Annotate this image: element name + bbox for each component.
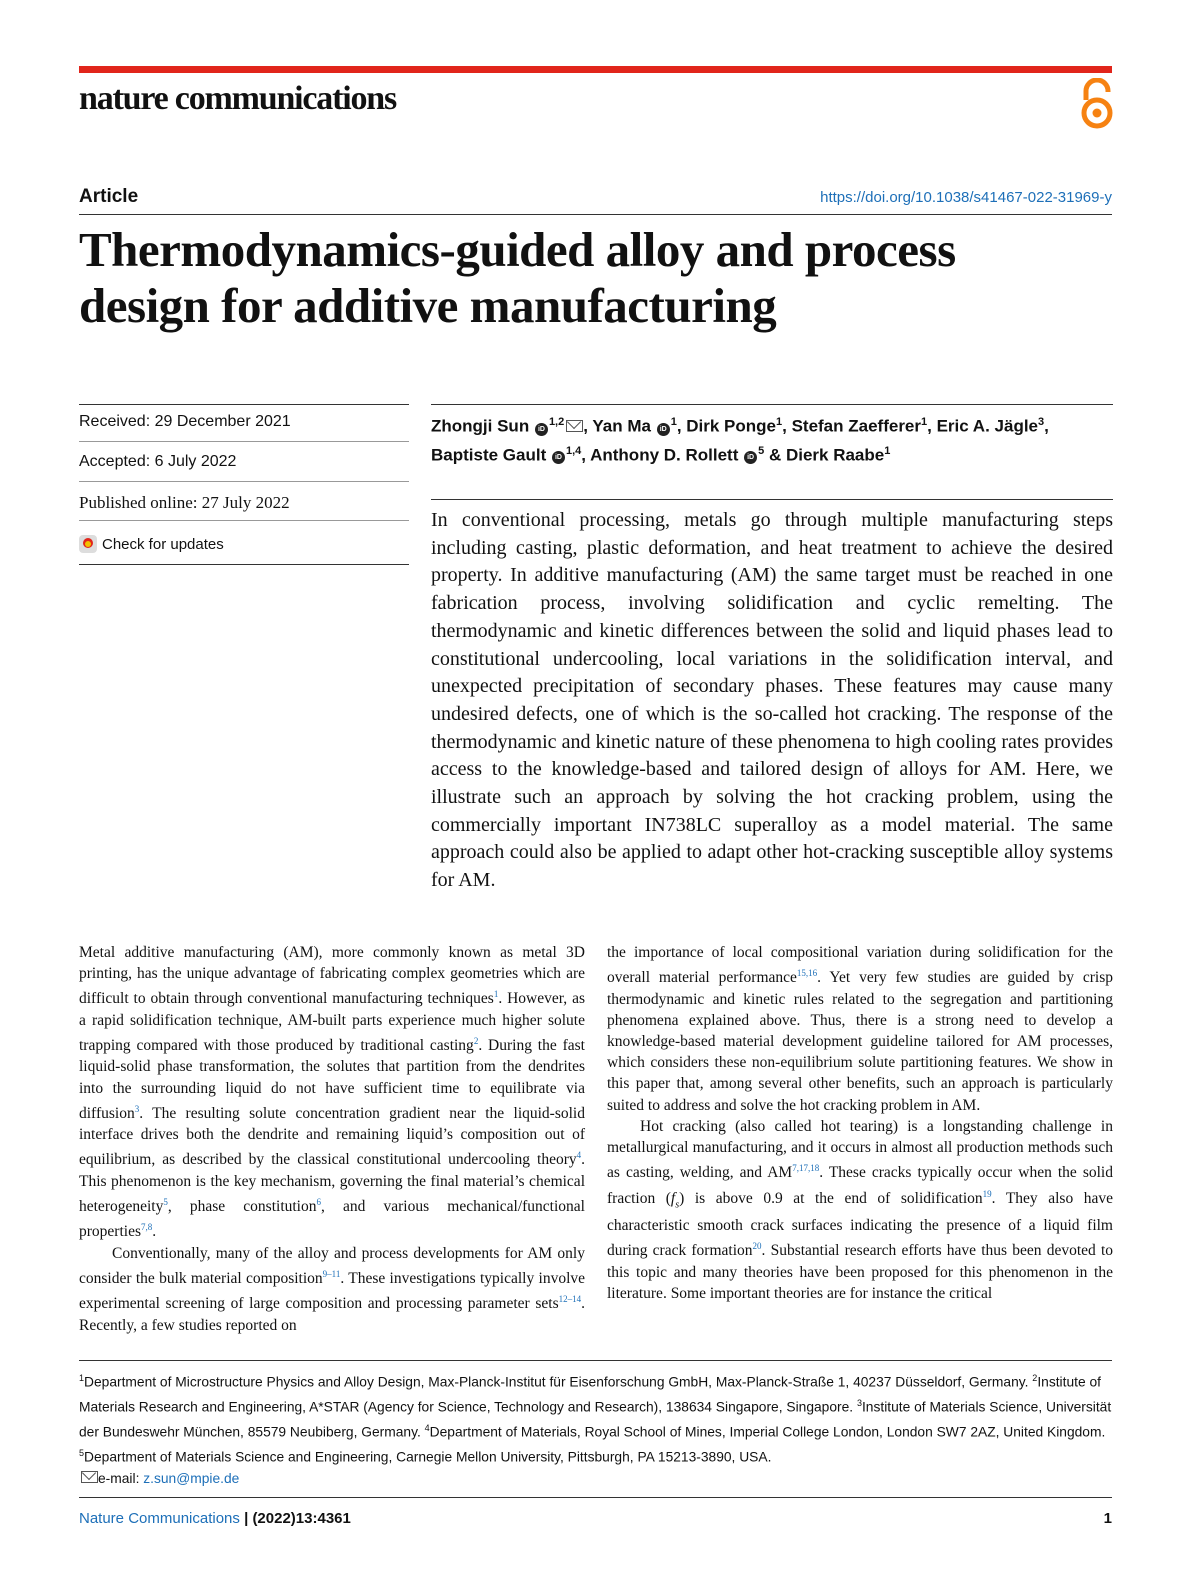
reference-link[interactable]: 4 [576, 1150, 582, 1161]
affiliation-sup: 1 [670, 416, 677, 428]
email-link[interactable]: z.sun@mpie.de [143, 1471, 240, 1486]
accepted-date: Accepted: 6 July 2022 [79, 453, 237, 470]
orcid-icon[interactable]: iD [552, 451, 565, 464]
email-label: e-mail: [98, 1471, 144, 1486]
dates-rule-1 [79, 441, 409, 442]
reference-link[interactable]: 20 [752, 1241, 762, 1252]
body-text: , and various mechanical/functional properties [79, 1198, 585, 1241]
body-text: , phase constitution [167, 1198, 317, 1216]
page-number: 1 [1103, 1510, 1112, 1527]
reference-link[interactable]: 2 [473, 1035, 479, 1046]
affiliation-number: 5 [79, 1448, 85, 1458]
footer-citation [79, 1510, 351, 1527]
reference-link[interactable]: 15,16 [796, 968, 818, 979]
author-name[interactable]: , Yan Ma [583, 416, 651, 436]
body-text: Hot cracking (also called hot tearing) is a longstanding challenge in metallurgical manufacturing, and it occurs in almost all production methods such as casting, welding, and AM [607, 1117, 1113, 1182]
orcid-icon[interactable]: iD [744, 451, 757, 464]
affiliation-sup: 1 [884, 444, 891, 457]
author-name[interactable]: , Eric A. Jägle [927, 416, 1039, 436]
affiliation-sup: 1,4 [565, 444, 582, 457]
footer-volume: | (2022)13:4361 [239, 1510, 351, 1527]
math-subscript: s [675, 1198, 680, 1210]
body-text: . These cracks typically occur when the solid fraction ( [607, 1164, 1113, 1207]
affiliation-number: 4 [424, 1423, 430, 1433]
reference-link[interactable]: 9–11 [322, 1268, 341, 1279]
affiliation-text: Institute of Materials Science, Universität der Bundeswehr München, 85579 Neubiberg, Germany. [79, 1399, 1112, 1440]
affiliation-text: Institute of Materials Research and Engineering, A*STAR (Agency for Science, Technology and Research), 138634 Singapore, Singapore. [79, 1374, 1101, 1415]
doi-link[interactable]: https://doi.org/10.1038/s41467-022-31969-y [820, 189, 1112, 206]
body-text: . This phenomenon is the key mechanism, governing the final material’s chemical heterogeneity [79, 1151, 585, 1216]
affiliation-sup: 1 [776, 416, 783, 428]
received-date: Received: 29 December 2021 [79, 413, 291, 430]
reference-link[interactable]: 12–14 [558, 1294, 582, 1305]
affiliation-text: Department of Materials Science and Engineering, Carnegie Mellon University, Pittsburgh, PA 15213-3890, USA. [84, 1449, 772, 1465]
body-column-right [607, 942, 1113, 1304]
footnote-rule [79, 1360, 1112, 1361]
footer-rule [79, 1497, 1112, 1498]
affiliations [79, 1368, 1119, 1489]
math-symbol: f [670, 1189, 676, 1207]
author-list [431, 410, 1121, 467]
body-paragraph [607, 1116, 1113, 1304]
email-icon [81, 1471, 98, 1483]
author-separator: , [1044, 416, 1049, 436]
footer-journal-link[interactable]: Nature Communications [79, 1510, 240, 1527]
body-text: Metal additive manufacturing (AM), more commonly known as metal 3D printing, has the unique advantage of fabricating complex geometries which are difficult to obtain through conventional manufacturing techniques [79, 944, 585, 1008]
reference-link[interactable]: 1 [493, 989, 499, 1000]
affiliation-number: 2 [1032, 1373, 1038, 1383]
dates-rule-2 [79, 481, 409, 482]
title-line-2: design for additive manufacturing [79, 278, 777, 333]
check-updates-label: Check for updates [102, 536, 224, 553]
body-text: . These investigations typically involve experimental screening of large composition and processing parameter sets [79, 1269, 585, 1313]
body-text: . They also have characteristic smooth crack surfaces indicating the presence of a liquid film during crack formation [607, 1189, 1114, 1260]
author-name[interactable]: , Stefan Zaefferer [782, 416, 922, 436]
dates-rule-top [79, 404, 409, 405]
affiliation-sup: 1 [921, 416, 928, 428]
affiliation-sup: 5 [758, 444, 765, 457]
body-text: . [152, 1223, 157, 1241]
body-text: . Yet very few studies are guided by crisp thermodynamic and kinetic rules related to the segregation and partitioning phenomena explained above. Thus, there is a strong need to develop a knowledge-based material development guideline tailored for AM processes, which considers these non-equilibrium solute partitioning features. We show in this paper that, among several other benefits, such an approach is particularly suited to address and solve the hot cracking problem in AM. [607, 969, 1113, 1114]
article-type: Article [79, 186, 139, 207]
body-text: . However, as a rapid solidification technique, AM-built parts experience much higher solute trapping compared with those produced by traditional casting [79, 990, 585, 1055]
check-updates-button[interactable] [79, 535, 224, 553]
body-paragraph [607, 942, 1113, 1116]
crossmark-icon [79, 535, 97, 553]
reference-link[interactable]: 5 [163, 1196, 168, 1207]
affiliation-sup: 3 [1038, 416, 1045, 428]
body-text: . The resulting solute concentration gradient near the liquid-solid interface drives both the dendrite and remaining liquid’s composition out of equilibrium, as described by the classical constitutional undercooling theory [79, 1104, 585, 1169]
author-name[interactable]: Baptiste Gault [431, 445, 547, 465]
affiliation-text: Department of Materials, Royal School of Mines, Imperial College London, London SW7 2AZ, United Kingdom. [429, 1424, 1106, 1440]
accent-bar [79, 66, 1112, 73]
orcid-icon[interactable]: iD [657, 423, 670, 436]
affiliation-number: 1 [79, 1373, 85, 1383]
body-text: . Substantial research efforts have thus been devoted to this topic and many theories have been proposed for this phenomenon in the literature. Some important theories are for instance the critical [607, 1242, 1114, 1302]
published-date: Published online: 27 July 2022 [79, 493, 290, 512]
dates-rule-3 [79, 520, 409, 521]
header-rule [79, 214, 1112, 215]
author-name[interactable]: , Anthony D. Rollett [581, 445, 739, 465]
affiliation-sup: 1,2 [548, 416, 565, 428]
body-text: . During the fast liquid-solid phase transformation, the solutes that partition from the dendrites into the surrounding liquid do not have sufficient time to equilibrate via diffusion [79, 1037, 585, 1122]
reference-link[interactable]: 6 [316, 1196, 321, 1207]
dates-rule-bottom [79, 564, 409, 565]
article-title [79, 222, 1119, 334]
author-name[interactable]: Zhongji Sun [431, 416, 530, 436]
body-paragraph [79, 1243, 585, 1336]
body-text: ) is above 0.9 at the end of solidification [679, 1189, 983, 1207]
journal-name: nature communications [79, 80, 397, 117]
email-icon[interactable] [566, 420, 583, 432]
body-paragraph [79, 942, 585, 1243]
affiliation-text: Department of Microstructure Physics and Alloy Design, Max-Planck-Institut für Eisenforschung GmbH, Max-Planck-Straße 1, 40237 Düsseldorf, Germany. [84, 1374, 1029, 1390]
reference-link[interactable]: 7,17,18 [792, 1163, 820, 1174]
authors-rule-top [431, 404, 1113, 405]
body-text: . Recently, a few studies reported on [79, 1295, 585, 1334]
title-line-1: Thermodynamics-guided alloy and process [79, 222, 956, 277]
author-name[interactable]: , Dirk Ponge [676, 416, 776, 436]
abstract: In conventional processing, metals go through multiple manufacturing steps including casting, plastic deformation, and heat treatment to achieve the desired property. In additive manufacturing (AM) the same target must be reached in one fabrication process, involving solidification and cyclic remelting. The thermodynamic and kinetic differences between the solid and liquid phases lead to constitutional undercooling, local variations in the solidification interval, and unexpected precipitation of secondary phases. These features may cause many undesired defects, one of which is the so-called hot cracking. The response of the thermodynamic and kinetic nature of these phenomena to high cooling rates provides access to the knowledge-based and tailored design of alloys for AM. Here, we illustrate such an approach by solving the hot cracking problem, using the commercially important IN738LC superalloy as a model material. The same approach could also be applied to adapt other hot-cracking susceptible alloy systems for AM. [431, 509, 1113, 892]
author-name[interactable]: & Dierk Raabe [764, 445, 885, 465]
abstract-rule [431, 499, 1113, 500]
affiliation-number: 3 [856, 1398, 862, 1408]
body-column-left [79, 942, 585, 1336]
reference-link[interactable]: 19 [982, 1188, 992, 1199]
open-access-icon [1078, 78, 1116, 130]
body-text: Conventionally, many of the alloy and process developments for AM only consider the bulk material composition [79, 1244, 585, 1287]
reference-link[interactable]: 3 [134, 1103, 140, 1114]
body-text: the importance of local compositional variation during solidification for the overall material performance [607, 944, 1113, 987]
reference-link[interactable]: 7,8 [140, 1222, 153, 1233]
orcid-icon[interactable]: iD [535, 423, 548, 436]
